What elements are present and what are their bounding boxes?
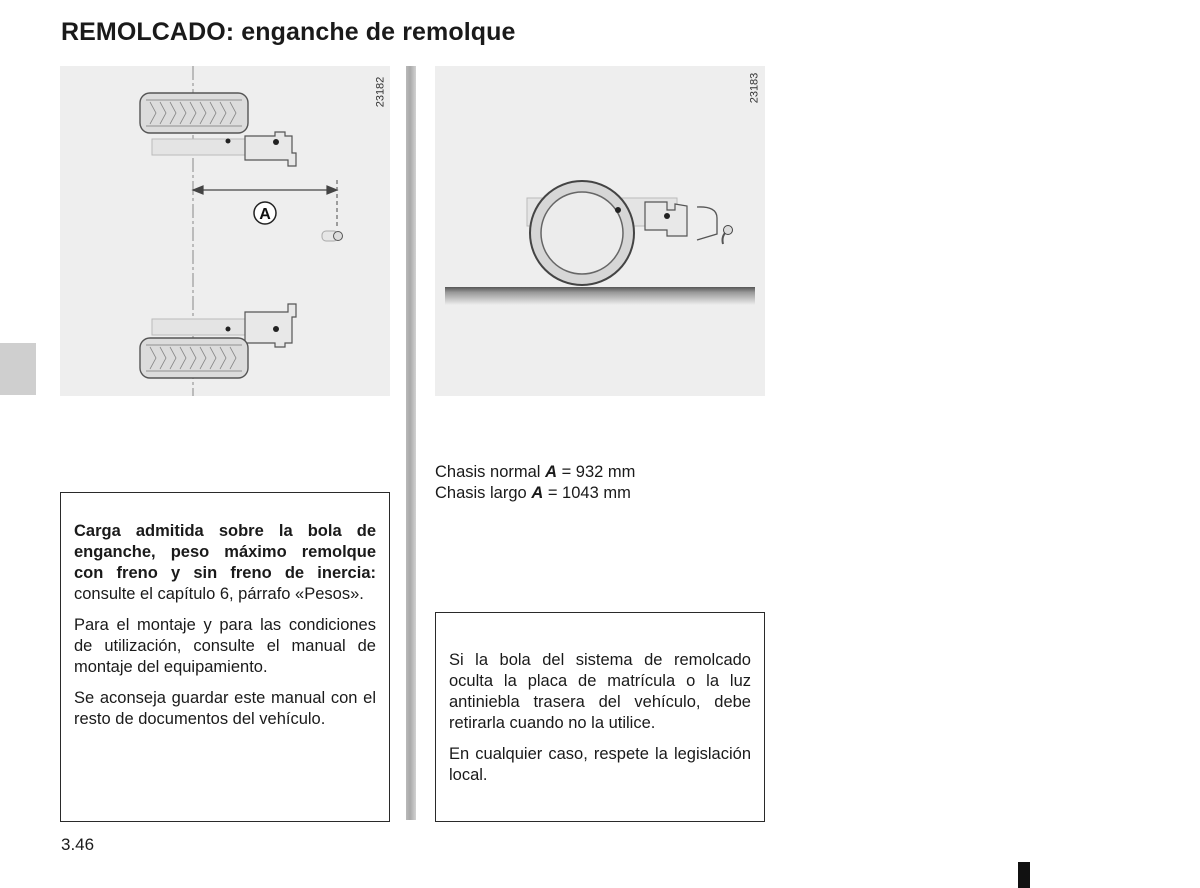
chassis-rail-top [152, 132, 296, 166]
figure-number: 23182 [374, 76, 387, 108]
figure-number: 23183 [748, 72, 761, 104]
callout-a [254, 202, 276, 224]
column-divider [406, 66, 416, 820]
note-paragraph: En cualquier caso, respete la legislación local. [449, 745, 751, 784]
page-edge-marker [1018, 862, 1030, 888]
tow-ball [322, 231, 343, 241]
dimension-normal: Chasis normal A = 932 mm [435, 463, 636, 481]
callout-a-label: A [259, 206, 271, 223]
dimension-largo: Chasis largo A = 1043 mm [435, 484, 631, 502]
wheel-top [140, 93, 248, 133]
note-paragraph: Si la bola del sistema de remolcado oculta la placa de matrícula o la luz antiniebla trasera del vehículo, debe retirarla cuando no la utilice. [449, 651, 751, 732]
page-title: REMOLCADO: enganche de remolque [61, 18, 516, 46]
note-box-loads [60, 492, 390, 822]
page-number: 3.46 [61, 835, 95, 854]
wheel-bottom [140, 338, 248, 378]
side-wheel [530, 181, 634, 285]
top-view-illustration [60, 66, 390, 396]
chapter-tab [0, 343, 36, 395]
note-paragraph: Se aconseja guardar este manual con el resto de documentos del vehículo. [74, 689, 376, 728]
figure-side-view [435, 66, 765, 396]
figure-top-view [60, 66, 390, 396]
side-view-illustration [435, 66, 765, 396]
dimension-list [435, 462, 635, 504]
note-box-tow-ball [435, 612, 765, 822]
note-paragraph: Carga admitida sobre la bola de enganche, peso máximo remolque con freno y sin freno de inercia: consulte el capítulo 6, párrafo «Pesos». [74, 522, 376, 603]
ground [445, 287, 755, 305]
note-paragraph: Para el montaje y para las condiciones de utilización, consulte el manual de montaje del equipamiento. [74, 616, 376, 676]
side-tow-ball [723, 226, 733, 245]
